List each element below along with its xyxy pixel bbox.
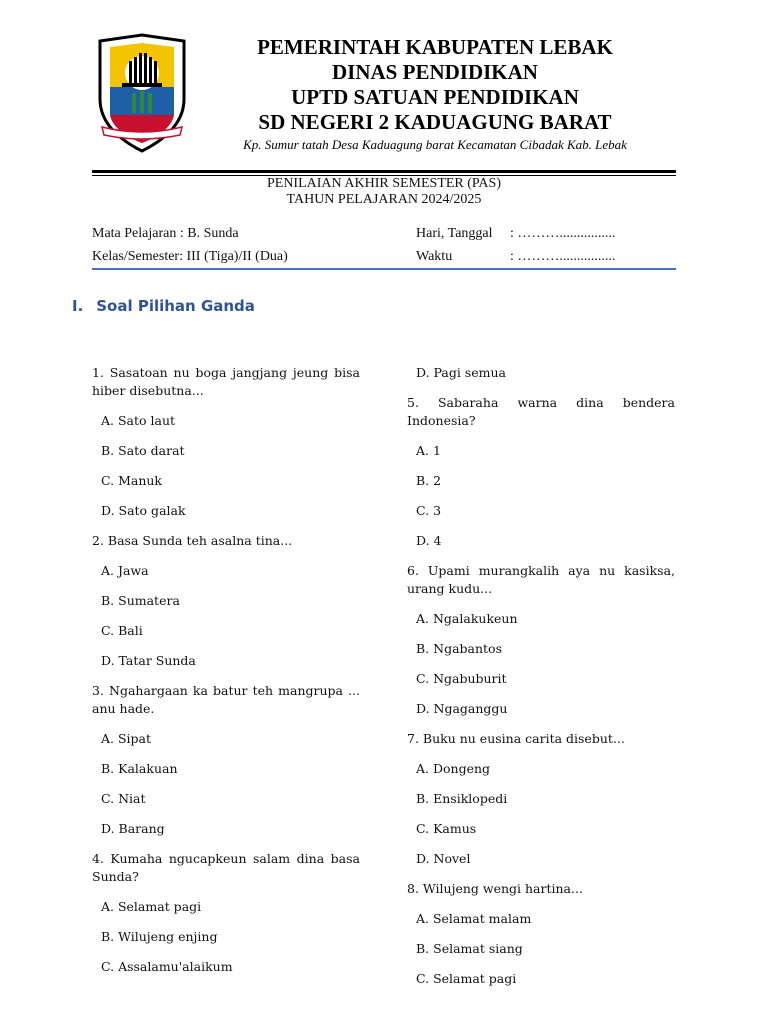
section-title: Soal Pilihan Ganda — [96, 297, 255, 315]
answer-option: C. Ngabuburit — [416, 671, 507, 686]
exam-title: PENILAIAN AKHIR SEMESTER (PAS) — [266, 176, 501, 191]
answer-option: D. Novel — [416, 851, 471, 866]
header-divider-thick — [92, 170, 676, 173]
answer-option: A. 1 — [416, 443, 441, 458]
question-text: 7. Buku nu eusina carita disebut... — [407, 731, 625, 746]
question-text: 3. Ngahargaan ka batur teh mangrupa ... anu hade. — [92, 683, 360, 716]
letterhead — [200, 35, 670, 153]
header-line-1: PEMERINTAH KABUPATEN LEBAK — [257, 35, 613, 59]
answer-option: B. Ngabantos — [416, 641, 502, 656]
day-value: : ………................ — [510, 226, 616, 241]
answer-option: C. Kamus — [416, 821, 477, 836]
header-line-4: SD NEGERI 2 KADUAGUNG BARAT — [258, 110, 612, 134]
question-column-right — [407, 364, 675, 1000]
answer-option: A. Sato laut — [101, 413, 176, 428]
answer-option: A. Dongeng — [416, 761, 491, 776]
answer-option: A. Sipat — [101, 731, 152, 746]
answer-option: C. Niat — [101, 791, 146, 806]
question-text: 4. Kumaha ngucapkeun salam dina basa Sunda? — [92, 851, 360, 884]
time-label: Waktu — [416, 249, 453, 264]
answer-option: B. Kalakuan — [101, 761, 178, 776]
school-logo — [96, 33, 188, 153]
question-column-left — [92, 364, 360, 988]
answer-option: B. 2 — [416, 473, 442, 488]
answer-option: C. 3 — [416, 503, 442, 518]
answer-option: D. 4 — [416, 533, 442, 548]
question-text: 5. Sabaraha warna dina bendera Indonesia? — [407, 395, 675, 428]
answer-option: B. Sumatera — [101, 593, 180, 608]
answer-option: A. Jawa — [101, 563, 149, 578]
shield-emblem-icon — [96, 33, 188, 153]
answer-option: C. Assalamu'alaikum — [101, 959, 233, 974]
answer-option: C. Bali — [101, 623, 143, 638]
answer-option: C. Manuk — [101, 473, 162, 488]
answer-option: D. Tatar Sunda — [101, 653, 196, 668]
question-text: 8. Wilujeng wengi hartina... — [407, 881, 583, 896]
header-line-2: DINAS PENDIDIKAN — [332, 60, 538, 84]
answer-option: A. Ngalakukeun — [416, 611, 518, 626]
answer-option: B. Selamat siang — [416, 941, 523, 956]
day-label: Hari, Tanggal — [416, 226, 493, 241]
answer-option: D. Ngaganggu — [416, 701, 508, 716]
exam-title-block — [92, 176, 676, 208]
answer-option: D. Barang — [101, 821, 165, 836]
school-address: Kp. Sumur tatah Desa Kaduagung barat Kecamatan Cibadak Kab. Lebak — [243, 137, 627, 152]
answer-option: C. Selamat pagi — [416, 971, 517, 986]
info-divider — [92, 268, 676, 270]
answer-option: A. Selamat malam — [416, 911, 532, 926]
answer-option: B. Sato darat — [101, 443, 185, 458]
answer-option: A. Selamat pagi — [101, 899, 202, 914]
exam-year: TAHUN PELAJARAN 2024/2025 — [286, 192, 482, 207]
subject-line: Mata Pelajaran : B. Sunda — [92, 226, 239, 241]
time-value: : ………................ — [510, 249, 616, 264]
answer-option: B. Ensiklopedi — [416, 791, 508, 806]
section-number: I. — [72, 297, 84, 315]
question-text: 6. Upami murangkalih aya nu kasiksa, urang kudu... — [407, 563, 675, 596]
class-line: Kelas/Semester: III (Tiga)/II (Dua) — [92, 249, 288, 264]
question-text: 1. Sasatoan nu boga jangjang jeung bisa hiber disebutna... — [92, 365, 360, 398]
question-text: 2. Basa Sunda teh asalna tina... — [92, 533, 293, 548]
answer-option: B. Wilujeng enjing — [101, 929, 218, 944]
answer-option: D. Sato galak — [101, 503, 186, 518]
header-line-3: UPTD SATUAN PENDIDIKAN — [291, 85, 579, 109]
answer-option: D. Pagi semua — [416, 365, 506, 380]
section-heading — [72, 297, 255, 315]
